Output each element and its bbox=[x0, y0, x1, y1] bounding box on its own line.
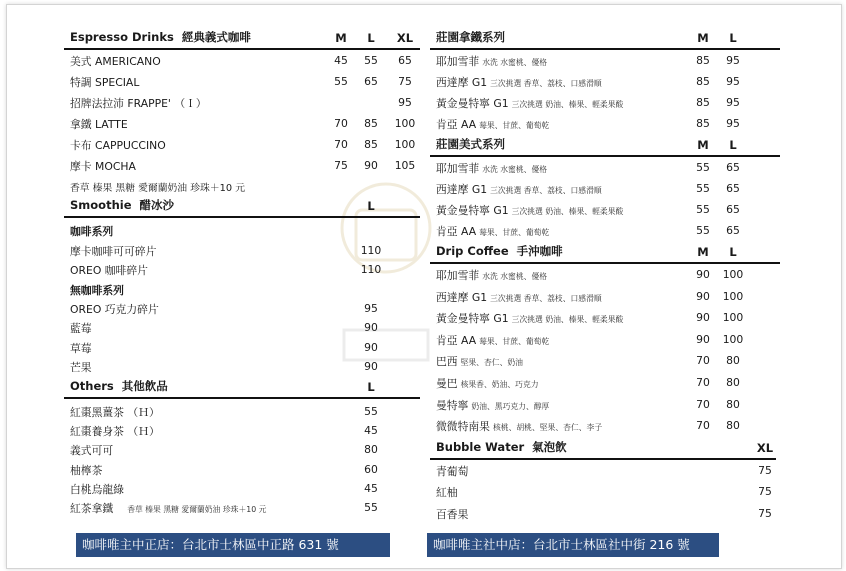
item-note: 三次挑選 奶油、榛果、輕柔果酸 bbox=[511, 207, 624, 216]
item-note: 水洗 水蜜桃、優格 bbox=[482, 272, 548, 281]
item-name: 招牌法拉沛 FRAPPE' （Ｉ） bbox=[70, 97, 207, 110]
smoothie-title-en: Smoothie bbox=[70, 198, 132, 213]
price-l: 45 bbox=[364, 423, 378, 437]
item-name: OREO 咖啡碎片 bbox=[70, 264, 148, 278]
menu-item bbox=[430, 221, 780, 242]
menu-item bbox=[64, 357, 420, 376]
price-l: 100 bbox=[722, 311, 744, 325]
price-l: 90 bbox=[364, 340, 378, 354]
price-l: 80 bbox=[726, 354, 740, 368]
item-name: 曼特寧 bbox=[436, 398, 469, 412]
size-xl-header: XL bbox=[756, 440, 774, 455]
price-l: 65 bbox=[726, 224, 740, 237]
menu-item bbox=[64, 51, 420, 72]
price-m: 55 bbox=[696, 224, 710, 237]
price-l: 55 bbox=[364, 54, 378, 67]
price-l: 90 bbox=[364, 321, 378, 335]
item-name: 黃金曼特寧 G1 bbox=[436, 204, 509, 217]
price-l: 60 bbox=[364, 462, 378, 476]
price-m: 85 bbox=[696, 54, 710, 67]
price-l: 95 bbox=[364, 301, 378, 315]
price-xl: 100 bbox=[394, 138, 416, 151]
menu-item bbox=[64, 72, 420, 93]
menu-item bbox=[430, 330, 780, 352]
item-name: 青葡萄 bbox=[436, 464, 469, 478]
right-column bbox=[430, 28, 780, 526]
left-column bbox=[64, 28, 420, 518]
menu-item bbox=[64, 318, 420, 337]
menu-item bbox=[430, 93, 780, 114]
bubble-title-en: Bubble Water bbox=[436, 439, 525, 454]
price-m: 70 bbox=[696, 397, 710, 411]
store-banner-zhongzheng: 咖啡唯主中正店：台北市士林區中正路 631 號 bbox=[76, 533, 390, 557]
menu-item bbox=[64, 421, 420, 440]
item-note: 奶油、黑巧克力、醇厚 bbox=[471, 401, 550, 411]
item-name: 西達摩 G1 bbox=[436, 290, 488, 304]
size-l-header: L bbox=[729, 138, 737, 152]
item-note: 核桃、胡桃、堅果、杏仁、李子 bbox=[492, 423, 603, 433]
item-name: 紅棗黑薑茶 （Ｈ） bbox=[70, 405, 160, 419]
group-label: 無咖啡系列 bbox=[70, 283, 124, 297]
item-note: 莓果、甘蔗、葡萄乾 bbox=[479, 121, 550, 130]
menu-item bbox=[64, 93, 420, 114]
size-m-header: M bbox=[335, 31, 347, 45]
menu-item bbox=[430, 72, 780, 93]
size-l-header: L bbox=[729, 31, 737, 45]
espresso-title-zh: 經典義式咖啡 bbox=[181, 30, 251, 44]
price-m: 70 bbox=[696, 354, 710, 368]
smoothie-header bbox=[64, 196, 420, 218]
item-note: 三次挑選 香草、荔枝、口感滑順 bbox=[490, 79, 602, 88]
item-name: 美式 AMERICANO bbox=[70, 55, 161, 68]
menu-item bbox=[430, 416, 780, 438]
item-note: 三次挑選 香草、荔枝、口感滑順 bbox=[490, 293, 602, 303]
estate-latte-title: 莊園拿鐵系列 bbox=[436, 30, 505, 44]
menu-item bbox=[430, 351, 780, 373]
item-name: 特調 SPECIAL bbox=[70, 76, 140, 89]
price-xl: 105 bbox=[394, 159, 416, 172]
menu-item bbox=[430, 114, 780, 135]
item-name: 柚檸茶 bbox=[70, 463, 103, 477]
item-name: 耶加雪菲 bbox=[436, 269, 480, 282]
price-xl: 75 bbox=[758, 506, 772, 520]
item-name: 卡布 CAPPUCCINO bbox=[70, 139, 166, 152]
item-name: 草莓 bbox=[70, 341, 92, 355]
item-name: 摩卡 MOCHA bbox=[70, 160, 136, 173]
price-l: 55 bbox=[364, 404, 378, 418]
menu-item bbox=[64, 241, 420, 260]
menu-item bbox=[430, 200, 780, 221]
price-m: 90 bbox=[696, 289, 710, 303]
price-xl: 75 bbox=[758, 485, 772, 499]
size-l-header: L bbox=[367, 31, 375, 45]
price-m: 85 bbox=[696, 117, 710, 130]
drip-header bbox=[430, 242, 780, 264]
menu-item bbox=[64, 156, 420, 177]
price-l: 100 bbox=[722, 289, 744, 303]
size-l-header: L bbox=[367, 379, 375, 394]
bubble-title-zh: 氣泡飲 bbox=[532, 439, 567, 454]
price-m: 90 bbox=[696, 311, 710, 325]
size-m-header: M bbox=[697, 138, 709, 152]
group-label: 咖啡系列 bbox=[70, 225, 114, 239]
item-note: 堅果、杏仁、奶油 bbox=[460, 358, 523, 368]
menu-item bbox=[430, 395, 780, 417]
menu-item bbox=[64, 260, 420, 279]
item-name: 義式可可 bbox=[70, 444, 114, 458]
menu-item bbox=[430, 158, 780, 179]
price-xl: 75 bbox=[758, 463, 772, 477]
item-name: 紅茶拿鐵 bbox=[70, 502, 114, 516]
item-name: 摩卡咖啡可可碎片 bbox=[70, 244, 157, 258]
item-name: 黃金曼特寧 G1 bbox=[436, 312, 509, 326]
price-xl: 75 bbox=[398, 75, 412, 88]
menu-item bbox=[430, 265, 780, 287]
price-l: 65 bbox=[726, 203, 740, 216]
store-banner-shezhong: 咖啡唯主社中店：台北市士林區社中街 216 號 bbox=[427, 533, 719, 557]
item-name: 白桃烏龍綠 bbox=[70, 483, 124, 497]
price-l: 100 bbox=[722, 268, 744, 281]
price-m: 55 bbox=[696, 203, 710, 216]
item-name: 肯亞 AA bbox=[436, 333, 477, 347]
price-l: 80 bbox=[364, 443, 378, 457]
menu-item bbox=[64, 338, 420, 357]
menu-item bbox=[64, 135, 420, 156]
menu-item bbox=[430, 373, 780, 395]
estate-latte-header bbox=[430, 28, 780, 50]
price-l: 110 bbox=[360, 243, 382, 257]
menu-item bbox=[430, 179, 780, 200]
item-name: 肯亞 AA bbox=[436, 225, 477, 238]
price-l: 85 bbox=[364, 138, 378, 151]
item-name: 紅棗養身茶 （Ｈ） bbox=[70, 424, 160, 438]
item-note: 三次挑選 奶油、榛果、輕柔果酸 bbox=[511, 100, 624, 109]
item-name: 拿鐵 LATTE bbox=[70, 118, 128, 131]
item-note: 莓果、甘蔗、葡萄乾 bbox=[479, 228, 550, 237]
menu-item bbox=[64, 402, 420, 421]
price-l: 90 bbox=[364, 159, 378, 172]
item-note: 核果香、奶油、巧克力 bbox=[460, 379, 539, 389]
price-m: 55 bbox=[334, 75, 348, 88]
item-name: 黃金曼特寧 G1 bbox=[436, 97, 509, 110]
price-l: 100 bbox=[722, 332, 744, 346]
addon-note: 香草 榛果 黑糖 愛爾蘭奶油 珍珠＋10 元 bbox=[70, 183, 245, 194]
price-l: 85 bbox=[364, 117, 378, 130]
price-m: 55 bbox=[696, 161, 710, 174]
price-l: 90 bbox=[364, 360, 378, 374]
estate-americano-title: 莊園美式系列 bbox=[436, 137, 505, 151]
price-l: 55 bbox=[364, 501, 378, 515]
bubble-header bbox=[430, 438, 776, 460]
price-m: 90 bbox=[696, 268, 710, 281]
price-xl: 65 bbox=[398, 54, 412, 67]
price-l: 80 bbox=[726, 375, 740, 389]
size-xl-header: XL bbox=[396, 31, 414, 45]
size-m-header: M bbox=[697, 31, 709, 45]
item-name: 藍莓 bbox=[70, 322, 92, 336]
menu-item bbox=[64, 498, 420, 517]
price-m: 55 bbox=[696, 182, 710, 195]
price-m: 90 bbox=[696, 332, 710, 346]
item-name: 西達摩 G1 bbox=[436, 76, 488, 89]
item-note: 水洗 水蜜桃、優格 bbox=[482, 58, 548, 67]
item-note: 香草 榛果 黑糖 愛爾蘭奶油 珍珠＋10 元 bbox=[127, 505, 267, 515]
item-name: 紅柚 bbox=[436, 486, 458, 500]
menu-item bbox=[64, 479, 420, 498]
menu-item bbox=[430, 287, 780, 309]
price-l: 95 bbox=[726, 54, 740, 67]
menu-item bbox=[64, 440, 420, 459]
menu-item bbox=[430, 308, 780, 330]
price-m: 70 bbox=[334, 138, 348, 151]
menu-item bbox=[64, 299, 420, 318]
price-m: 70 bbox=[334, 117, 348, 130]
item-name: 耶加雪菲 bbox=[436, 162, 480, 175]
item-note: 三次挑選 香草、荔枝、口感滑順 bbox=[490, 186, 602, 195]
price-xl: 100 bbox=[394, 117, 416, 130]
price-m: 75 bbox=[334, 159, 348, 172]
price-m: 45 bbox=[334, 54, 348, 67]
price-l: 95 bbox=[726, 117, 740, 130]
item-name: 曼巴 bbox=[436, 376, 458, 390]
size-l-header: L bbox=[729, 245, 737, 259]
menu-item bbox=[430, 504, 780, 526]
price-l: 65 bbox=[726, 182, 740, 195]
price-l: 65 bbox=[726, 161, 740, 174]
item-name: 西達摩 G1 bbox=[436, 183, 488, 196]
others-title-zh: 其他飲品 bbox=[121, 378, 168, 393]
item-name: 耶加雪菲 bbox=[436, 55, 480, 68]
espresso-title-en: Espresso Drinks bbox=[70, 30, 174, 44]
price-l: 65 bbox=[364, 75, 378, 88]
size-m-header: M bbox=[697, 245, 709, 259]
price-m: 70 bbox=[696, 375, 710, 389]
menu-item bbox=[64, 114, 420, 135]
item-name: 肯亞 AA bbox=[436, 118, 477, 131]
price-l: 80 bbox=[726, 397, 740, 411]
drip-title-zh: 手沖咖啡 bbox=[516, 244, 563, 258]
menu-item bbox=[64, 460, 420, 479]
item-note: 三次挑選 奶油、榛果、輕柔果酸 bbox=[511, 315, 624, 325]
menu-item bbox=[430, 482, 780, 504]
price-l: 95 bbox=[726, 96, 740, 109]
item-note: 莓果、甘蔗、葡萄乾 bbox=[479, 336, 550, 346]
price-m: 85 bbox=[696, 75, 710, 88]
others-title-en: Others bbox=[70, 378, 114, 393]
item-name: OREO 巧克力碎片 bbox=[70, 302, 159, 316]
drip-title-en: Drip Coffee bbox=[436, 244, 509, 258]
price-m: 85 bbox=[696, 96, 710, 109]
item-note: 水洗 水蜜桃、優格 bbox=[482, 165, 548, 174]
item-name: 巴西 bbox=[436, 355, 458, 369]
others-header bbox=[64, 377, 420, 399]
item-name: 微微特南果 bbox=[436, 420, 490, 434]
item-name: 芒果 bbox=[70, 361, 92, 375]
price-l: 80 bbox=[726, 419, 740, 433]
price-l: 45 bbox=[364, 482, 378, 496]
item-name: 百香果 bbox=[436, 507, 469, 521]
price-xl: 95 bbox=[398, 96, 412, 109]
price-m: 70 bbox=[696, 419, 710, 433]
espresso-header bbox=[64, 28, 420, 50]
estate-americano-header bbox=[430, 135, 780, 157]
menu-item bbox=[430, 51, 780, 72]
smoothie-title-zh: 醋冰沙 bbox=[139, 198, 174, 213]
price-l: 95 bbox=[726, 75, 740, 88]
price-l: 110 bbox=[360, 263, 382, 277]
menu-item bbox=[430, 461, 780, 483]
size-l-header: L bbox=[367, 199, 375, 214]
